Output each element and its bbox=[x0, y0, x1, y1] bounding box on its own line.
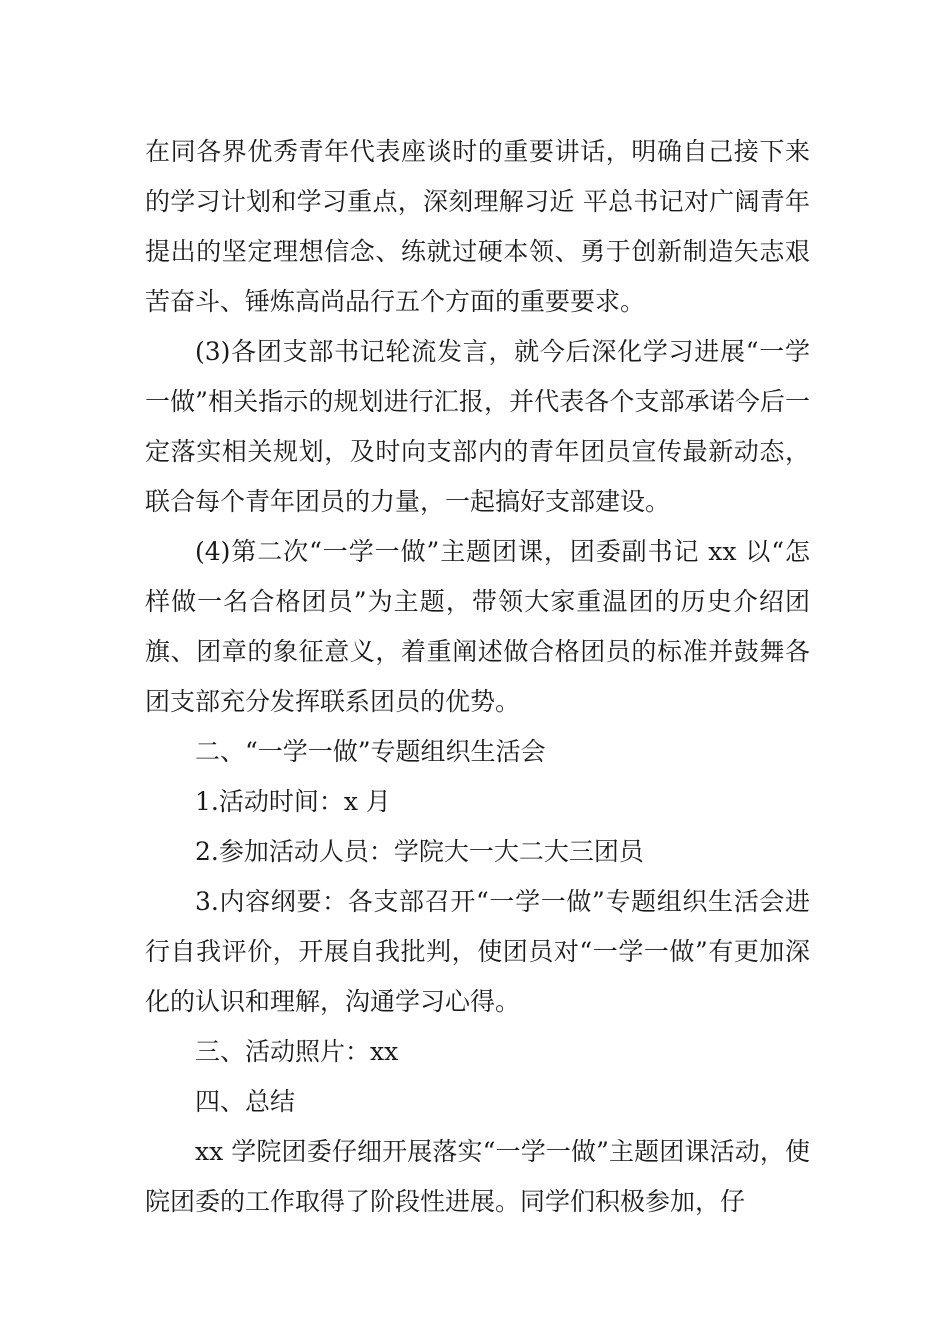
document-body bbox=[145, 127, 810, 1227]
paragraph-item-4: (4)第二次“一学一做”主题团课，团委副书记 xx 以“怎样做一名合格团员”为主题，带领大家重温团的历史介绍团旗、团章的象征意义，着重阐述做合格团员的标准并鼓舞各团支部充分发挥联系团员的优势。 bbox=[145, 537, 810, 716]
participants: 2.参加活动人员：学院大一大二大三团员 bbox=[195, 837, 644, 866]
activity-time: 1.活动时间：x 月 bbox=[195, 787, 391, 816]
paragraph-continuation: 在同各界优秀青年代表座谈时的重要讲话，明确自己接下来的学习计划和学习重点，深刻理解习近 平总书记对广阔青年提出的坚定理想信念、练就过硬本领、勇于创新制造矢志艰苦奋斗、锤炼高尚品行五个方面的重要要求。 bbox=[145, 137, 810, 316]
summary-paragraph: xx 学院团委仔细开展落实“一学一做”主题团课活动，使院团委的工作取得了阶段性进展。同学们积极参加，仔 bbox=[145, 1137, 810, 1216]
section-heading-3: 三、活动照片：xx bbox=[195, 1037, 399, 1066]
section-heading-4: 四、总结 bbox=[195, 1087, 296, 1116]
content-outline: 3.内容纲要：各支部召开“一学一做”专题组织生活会进行自我评价，开展自我批判，使团员对“一学一做”有更加深化的认识和理解，沟通学习心得。 bbox=[145, 887, 810, 1016]
paragraph-item-3: (3)各团支部书记轮流发言，就今后深化学习进展“一学一做”相关指示的规划进行汇报，并代表各个支部承诺今后一定落实相关规划，及时向支部内的青年团员宣传最新动态，联合每个青年团员的力量，一起搞好支部建设。 bbox=[145, 337, 810, 516]
section-heading-2: 二、“一学一做”专题组织生活会 bbox=[195, 737, 546, 766]
